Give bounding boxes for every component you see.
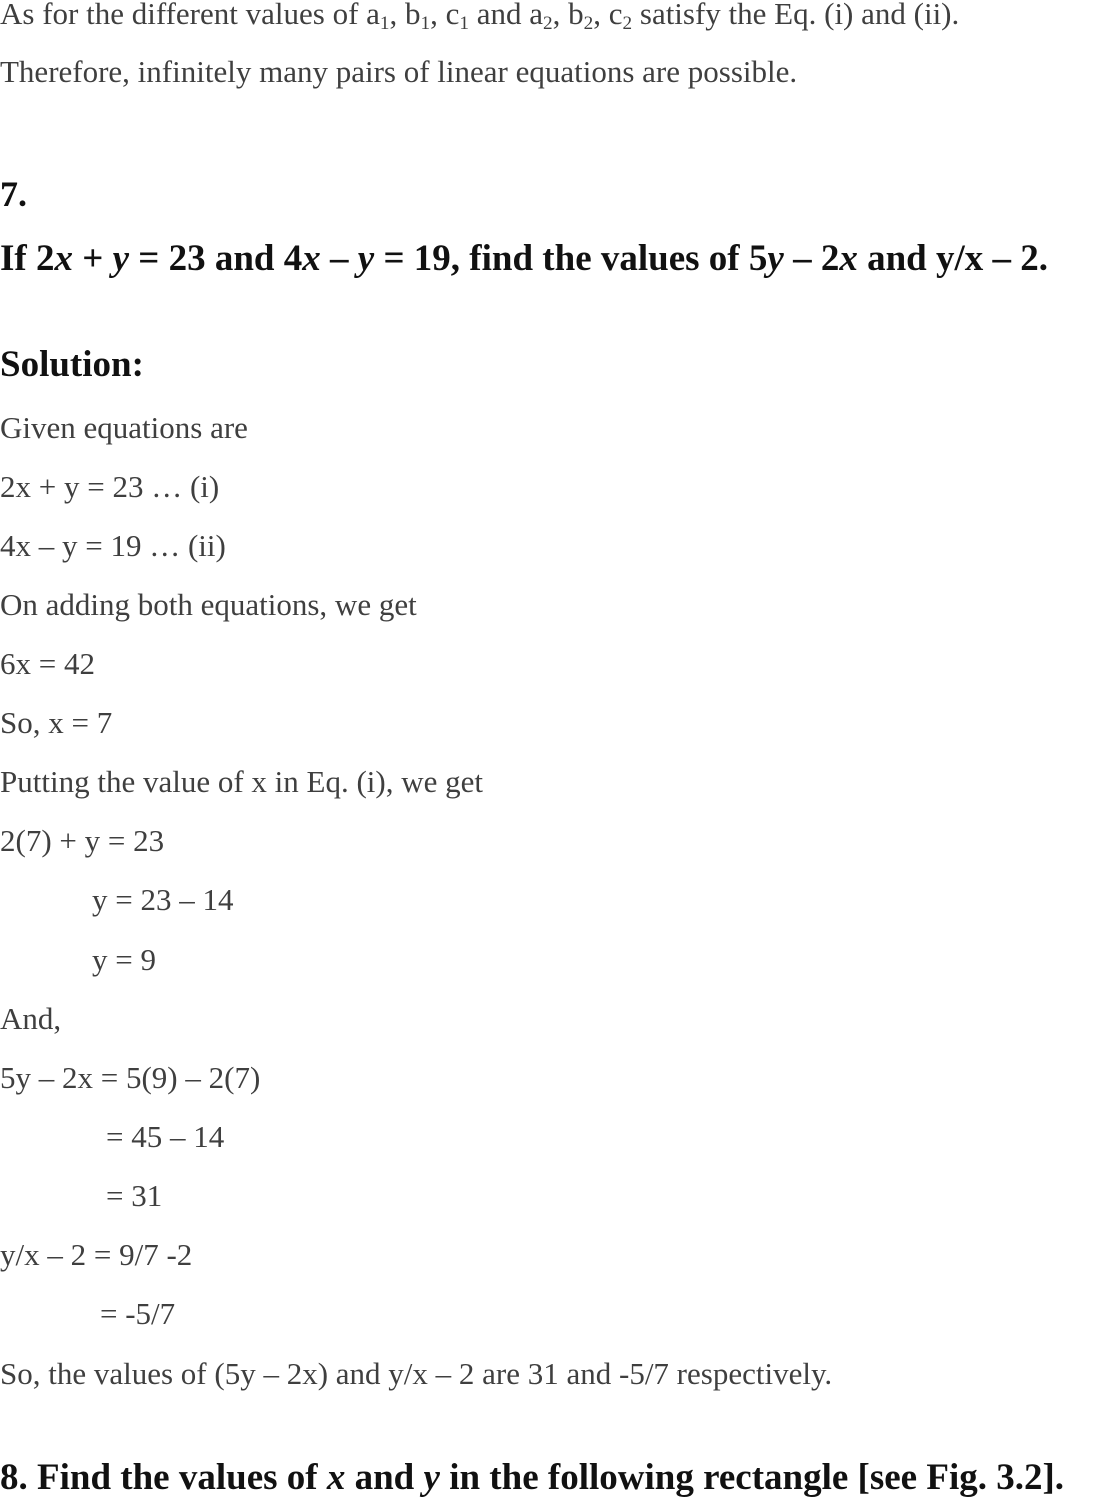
intro-text: , b (552, 0, 584, 31)
question-fragment: – (320, 238, 358, 279)
variable: x (54, 238, 73, 279)
solution-conclusion: So, the values of (5y – 2x) and y/x – 2 are 31 and -5/7 respectively. (0, 1356, 833, 1391)
intro-text: satisfy the Eq. (i) and (ii). (632, 0, 960, 31)
intro-line-2: Therefore, infinitely many pairs of linear equations are possible. (0, 54, 798, 89)
subscript: 2 (543, 12, 553, 34)
solution-step: 2x + y = 23 … (i) (0, 469, 220, 504)
subscript: 2 (622, 12, 633, 34)
question-fragment: in the following rectangle [see Fig. 3.2]. (439, 1457, 1065, 1498)
question-fragment: and (345, 1457, 424, 1498)
variable: x (326, 1457, 346, 1498)
variable: x (302, 238, 321, 279)
intro-text: As for the different values of a (0, 0, 380, 31)
subscript: 1 (459, 12, 469, 34)
solution-step: = -5/7 (100, 1296, 176, 1331)
solution-step: = 45 – 14 (106, 1119, 225, 1154)
subscript: 1 (379, 12, 390, 34)
question-fragment: and y/x – 2. (857, 238, 1048, 279)
variable: y (357, 238, 375, 279)
solution-step: y = 23 – 14 (92, 882, 234, 917)
question-fragment: – 2 (783, 238, 840, 279)
variable: y (112, 238, 130, 279)
intro-text: , c (430, 0, 460, 31)
solution-step: 6x = 42 (0, 646, 95, 681)
question-fragment: 8. Find the values of (0, 1457, 327, 1498)
solution-step: 5y – 2x = 5(9) – 2(7) (0, 1060, 261, 1095)
question-fragment: + (72, 238, 113, 279)
solution-step: On adding both equations, we get (0, 587, 417, 622)
question-text (0, 238, 1048, 280)
solution-step: And, (0, 1001, 62, 1036)
subscript: 1 (420, 12, 431, 34)
variable: y (767, 238, 784, 279)
solution-step: So, x = 7 (0, 705, 113, 740)
intro-text: , c (593, 0, 623, 31)
intro-text: , b (389, 0, 421, 31)
solution-step: = 31 (106, 1178, 163, 1213)
subscript: 2 (583, 12, 594, 34)
variable: x (839, 238, 858, 279)
solution-step: y = 9 (92, 942, 156, 977)
intro-text: and a (469, 0, 544, 31)
solution-step: 2(7) + y = 23 (0, 823, 165, 858)
solution-step: Putting the value of x in Eq. (i), we get (0, 764, 483, 799)
solution-step: y/x – 2 = 9/7 -2 (0, 1237, 193, 1272)
question-number: 7. (0, 174, 27, 214)
solution-step: Given equations are (0, 410, 248, 445)
question-8-text (0, 1457, 1064, 1499)
question-fragment: = 23 and 4 (129, 238, 303, 279)
variable: y (423, 1457, 440, 1498)
solution-heading: Solution: (0, 344, 144, 385)
question-fragment: If 2 (0, 238, 55, 279)
question-fragment: = 19, find the values of 5 (374, 238, 768, 279)
solution-step: 4x – y = 19 … (ii) (0, 528, 226, 563)
intro-line-1 (0, 0, 959, 32)
